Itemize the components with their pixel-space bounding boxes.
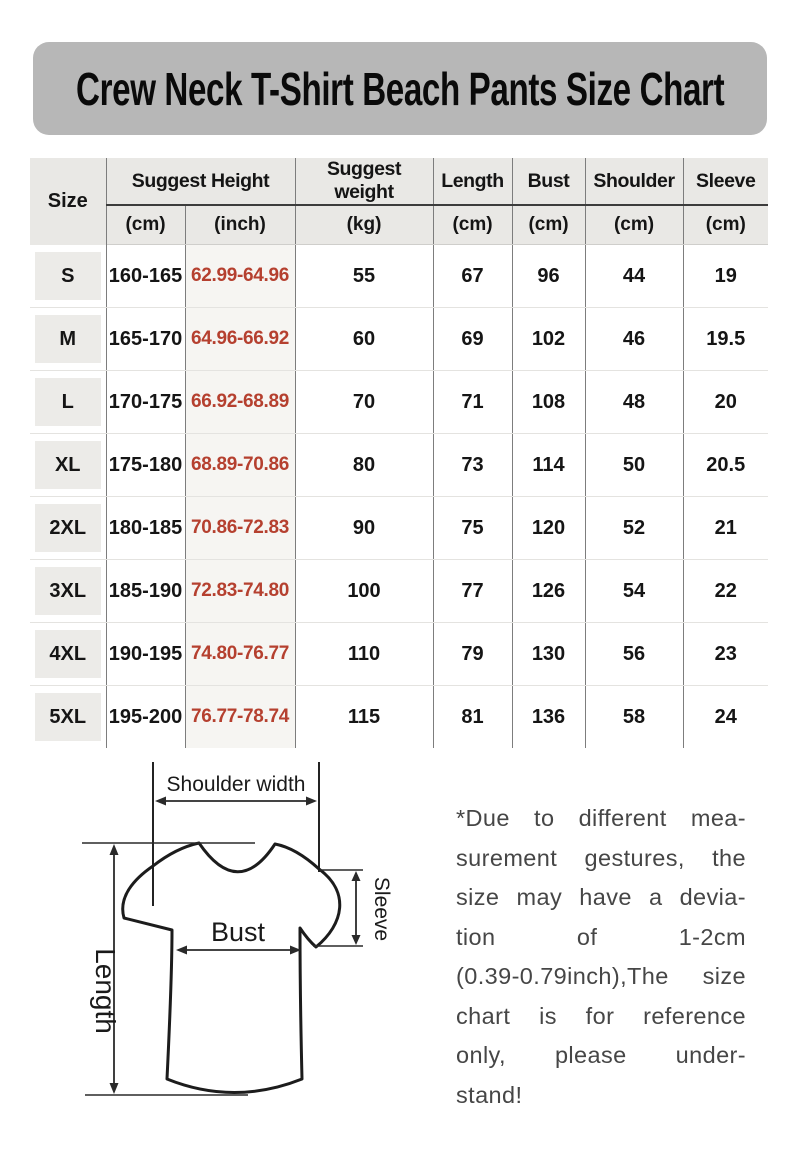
height-inch-value: 70.86-72.83 — [185, 497, 295, 560]
disclaimer-line: surement gestures, the — [456, 844, 746, 871]
length-value: 67 — [433, 245, 512, 308]
title-banner — [33, 42, 767, 135]
tshirt-measurement-diagram — [60, 758, 420, 1162]
length-value: 71 — [433, 371, 512, 434]
table-header-row — [30, 158, 768, 205]
table-row — [30, 497, 768, 560]
sleeve-value: 22 — [683, 560, 768, 623]
weight-kg-value: 80 — [295, 434, 433, 497]
sleeve-value: 23 — [683, 623, 768, 686]
col-header-sleeve: Sleeve — [683, 158, 768, 205]
length-value: 75 — [433, 497, 512, 560]
shoulder-value: 44 — [585, 245, 683, 308]
weight-kg-value: 55 — [295, 245, 433, 308]
table-row — [30, 434, 768, 497]
sleeve-value: 19.5 — [683, 308, 768, 371]
shoulder-value: 52 — [585, 497, 683, 560]
weight-kg-value: 110 — [295, 623, 433, 686]
sleeve-value: 24 — [683, 686, 768, 749]
length-value: 77 — [433, 560, 512, 623]
bust-value: 102 — [512, 308, 585, 371]
disclaimer-line: stand! — [456, 1081, 523, 1108]
bust-value: 120 — [512, 497, 585, 560]
arrowhead-left-icon — [176, 946, 187, 955]
table-row — [30, 308, 768, 371]
col-header-bust: Bust — [512, 158, 585, 205]
unit-bust-cm: (cm) — [512, 205, 585, 245]
shoulder-value: 50 — [585, 434, 683, 497]
height-cm-value: 160-165 — [106, 245, 185, 308]
col-header-suggest-height: Suggest Height — [106, 158, 295, 205]
disclaimer-line: tion of 1-2cm — [456, 923, 746, 950]
bust-value: 96 — [512, 245, 585, 308]
sleeve-value: 20 — [683, 371, 768, 434]
unit-sleeve-cm: (cm) — [683, 205, 768, 245]
size-table — [30, 158, 768, 748]
tshirt-outline — [123, 843, 340, 1093]
table-units-row — [30, 205, 768, 245]
weight-kg-value: 70 — [295, 371, 433, 434]
size-label: M — [35, 315, 101, 363]
bust-value: 114 — [512, 434, 585, 497]
bust-value: 126 — [512, 560, 585, 623]
size-label: L — [35, 378, 101, 426]
height-inch-value: 72.83-74.80 — [185, 560, 295, 623]
arrowhead-up-icon — [110, 844, 119, 855]
height-inch-value: 66.92-68.89 — [185, 371, 295, 434]
disclaimer-line: (0.39-0.79inch),The size — [456, 963, 746, 989]
col-header-length: Length — [433, 158, 512, 205]
unit-height-cm: (cm) — [106, 205, 185, 245]
sleeve-value: 20.5 — [683, 434, 768, 497]
bust-label: Bust — [210, 917, 266, 947]
height-cm-value: 190-195 — [106, 623, 185, 686]
weight-kg-value: 100 — [295, 560, 433, 623]
bust-value: 136 — [512, 686, 585, 749]
shoulder-value: 58 — [585, 686, 683, 749]
size-label: 4XL — [35, 630, 101, 678]
height-cm-value: 180-185 — [106, 497, 185, 560]
length-value: 81 — [433, 686, 512, 749]
height-cm-value: 170-175 — [106, 371, 185, 434]
disclaimer-line: only, please under- — [456, 1042, 746, 1068]
weight-kg-value: 115 — [295, 686, 433, 749]
col-header-size: Size — [30, 158, 106, 245]
disclaimer-text — [456, 799, 746, 1115]
arrowhead-down-icon — [352, 935, 361, 945]
height-cm-value: 195-200 — [106, 686, 185, 749]
height-cm-value: 175-180 — [106, 434, 185, 497]
bust-value: 108 — [512, 371, 585, 434]
arrowhead-right-icon — [306, 797, 317, 806]
unit-length-cm: (cm) — [433, 205, 512, 245]
table-row — [30, 245, 768, 308]
length-label: Length — [90, 948, 121, 1034]
height-cm-value: 185-190 — [106, 560, 185, 623]
table-row — [30, 686, 768, 749]
sleeve-value: 21 — [683, 497, 768, 560]
table-row — [30, 623, 768, 686]
col-header-suggest-weight: Suggest weight — [295, 158, 433, 205]
arrowhead-left-icon — [155, 797, 166, 806]
height-inch-value: 76.77-78.74 — [185, 686, 295, 749]
disclaimer-line: size may have a devia- — [456, 884, 746, 910]
size-label: 2XL — [35, 504, 101, 552]
shoulder-width-label: Shoulder width — [166, 773, 306, 796]
size-label: XL — [35, 441, 101, 489]
length-value: 79 — [433, 623, 512, 686]
size-label: 5XL — [35, 693, 101, 741]
size-label: 3XL — [35, 567, 101, 615]
shoulder-value: 46 — [585, 308, 683, 371]
unit-height-inch: (inch) — [185, 205, 295, 245]
page-title: Crew Neck T-Shirt Beach Pants Size Chart — [75, 62, 725, 115]
height-inch-value: 64.96-66.92 — [185, 308, 295, 371]
sleeve-label: Sleeve — [370, 876, 393, 942]
weight-kg-value: 60 — [295, 308, 433, 371]
disclaimer-line: *Due to different mea- — [456, 805, 746, 831]
table-row — [30, 371, 768, 434]
shoulder-value: 54 — [585, 560, 683, 623]
length-value: 69 — [433, 308, 512, 371]
tshirt-diagram-svg — [60, 758, 420, 1162]
bust-value: 130 — [512, 623, 585, 686]
disclaimer-line: chart is for reference — [456, 1002, 746, 1029]
height-inch-value: 68.89-70.86 — [185, 434, 295, 497]
arrowhead-up-icon — [352, 871, 361, 881]
height-inch-value: 74.80-76.77 — [185, 623, 295, 686]
size-label: S — [35, 252, 101, 300]
length-value: 73 — [433, 434, 512, 497]
col-header-shoulder: Shoulder — [585, 158, 683, 205]
shoulder-value: 56 — [585, 623, 683, 686]
arrowhead-down-icon — [110, 1083, 119, 1094]
table-row — [30, 560, 768, 623]
height-cm-value: 165-170 — [106, 308, 185, 371]
weight-kg-value: 90 — [295, 497, 433, 560]
shoulder-value: 48 — [585, 371, 683, 434]
unit-weight-kg: (kg) — [295, 205, 433, 245]
sleeve-value: 19 — [683, 245, 768, 308]
unit-shoulder-cm: (cm) — [585, 205, 683, 245]
height-inch-value: 62.99-64.96 — [185, 245, 295, 308]
